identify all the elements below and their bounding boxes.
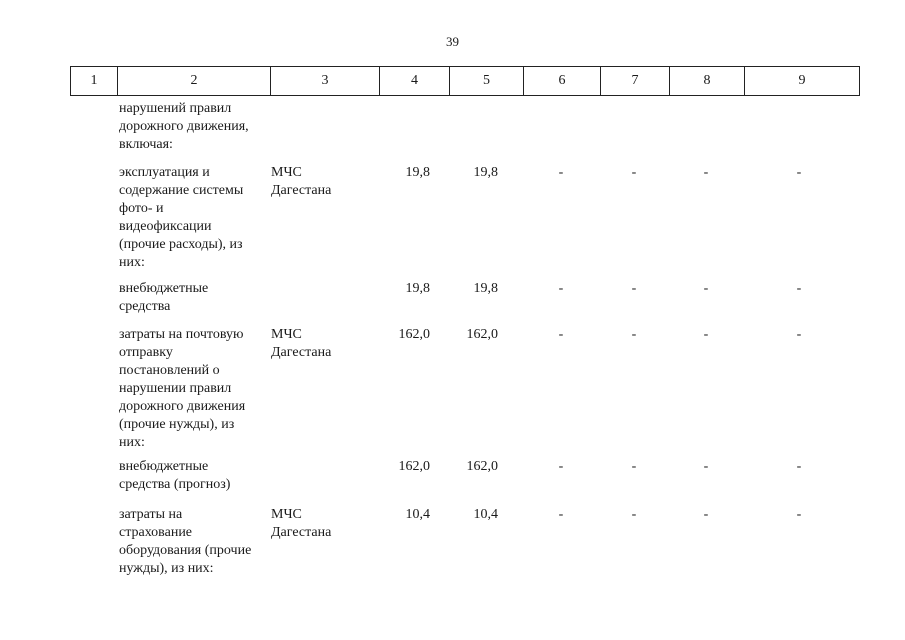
item-name-line: средства [119, 299, 171, 314]
executor-line: Дагестана [271, 183, 332, 198]
item-name-line: включая: [119, 137, 173, 152]
value-col-4: 19,8 [405, 281, 430, 296]
item-name-line: нужды), из них: [119, 561, 214, 576]
header-col-5: 5 [450, 67, 524, 96]
item-name-line: страхование [119, 525, 193, 540]
executor-line: МЧС [271, 165, 302, 180]
item-name-line: фото- и [119, 201, 164, 216]
value-col-8: - [703, 507, 709, 522]
executor-line: МЧС [271, 327, 302, 342]
item-name-line: видеофиксации [119, 219, 212, 234]
executor [271, 506, 381, 542]
item-name [119, 164, 269, 272]
value-col-5: 162,0 [466, 327, 498, 342]
value-col-4: 162,0 [398, 327, 430, 342]
value-col-9: - [796, 507, 802, 522]
item-name-line: эксплуатация и [119, 165, 210, 180]
value-col-5: 10,4 [473, 507, 498, 522]
item-name-line: постановлений о [119, 363, 220, 378]
value-col-7: - [631, 327, 637, 342]
executor [271, 164, 381, 200]
header-col-8: 8 [670, 67, 745, 96]
column-number-header [70, 66, 860, 96]
executor-line: Дагестана [271, 345, 332, 360]
item-name [119, 326, 269, 452]
page-number: 39 [446, 34, 459, 49]
value-col-8: - [703, 327, 709, 342]
header-col-6: 6 [524, 67, 601, 96]
item-name-line: дорожного движения, [119, 119, 249, 134]
item-name-line: отправку [119, 345, 173, 360]
value-col-6: - [558, 459, 564, 474]
value-col-7: - [631, 165, 637, 180]
value-col-8: - [703, 165, 709, 180]
header-col-7: 7 [601, 67, 670, 96]
value-col-4: 10,4 [405, 507, 430, 522]
value-col-9: - [796, 165, 802, 180]
value-col-9: - [796, 281, 802, 296]
item-name-line: них: [119, 255, 145, 270]
value-col-7: - [631, 507, 637, 522]
value-col-7: - [631, 459, 637, 474]
item-name-line: внебюджетные [119, 281, 209, 296]
header-col-2: 2 [118, 67, 271, 96]
item-name-line: (прочие нужды), из [119, 417, 235, 432]
item-name-line: оборудования (прочие [119, 543, 252, 558]
item-name-line: нарушений правил [119, 101, 232, 116]
value-col-7: - [631, 281, 637, 296]
executor [271, 326, 381, 362]
item-name-line: средства (прогноз) [119, 477, 231, 492]
value-col-8: - [703, 459, 709, 474]
item-name [119, 458, 269, 494]
item-name-line: содержание системы [119, 183, 244, 198]
header-col-1: 1 [71, 67, 118, 96]
executor-line: МЧС [271, 507, 302, 522]
value-col-9: - [796, 459, 802, 474]
item-name [119, 100, 269, 154]
value-col-4: 162,0 [398, 459, 430, 474]
item-name-line: внебюджетные [119, 459, 209, 474]
header-col-9: 9 [745, 67, 860, 96]
item-name-line: нарушении правил [119, 381, 232, 396]
value-col-6: - [558, 507, 564, 522]
value-col-8: - [703, 281, 709, 296]
value-col-9: - [796, 327, 802, 342]
item-name-line: затраты на почтовую [119, 327, 244, 342]
header-col-4: 4 [380, 67, 450, 96]
item-name [119, 506, 269, 578]
header-col-3: 3 [271, 67, 380, 96]
item-name [119, 280, 269, 316]
item-name-line: (прочие расходы), из [119, 237, 243, 252]
value-col-6: - [558, 165, 564, 180]
value-col-5: 19,8 [473, 165, 498, 180]
value-col-5: 19,8 [473, 281, 498, 296]
executor-line: Дагестана [271, 525, 332, 540]
item-name-line: них: [119, 435, 145, 450]
item-name-line: затраты на [119, 507, 183, 522]
value-col-5: 162,0 [466, 459, 498, 474]
value-col-6: - [558, 327, 564, 342]
item-name-line: дорожного движения [119, 399, 246, 414]
value-col-4: 19,8 [405, 165, 430, 180]
value-col-6: - [558, 281, 564, 296]
